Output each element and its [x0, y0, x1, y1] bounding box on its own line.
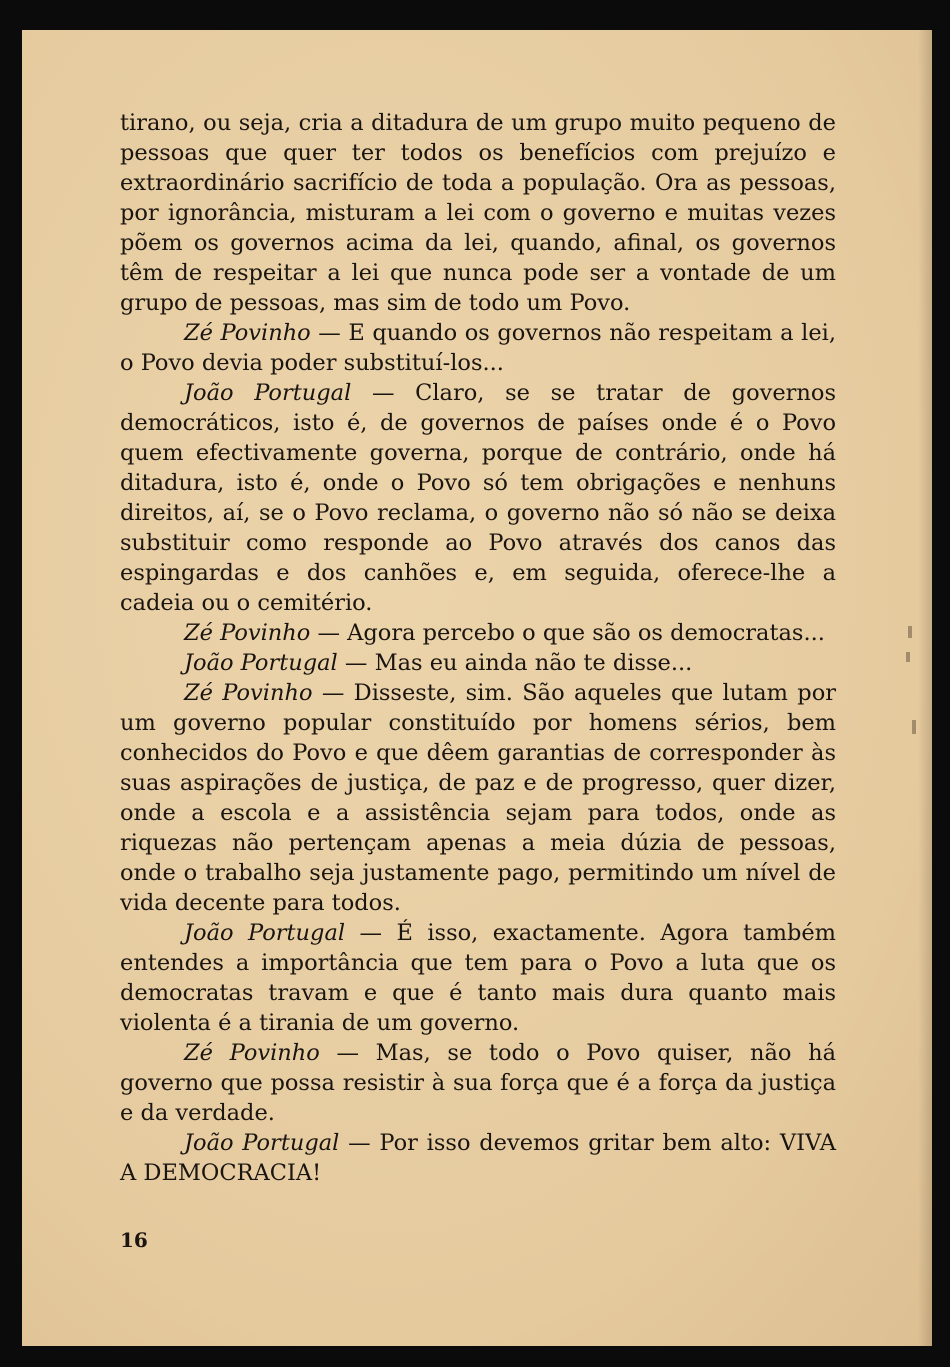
paragraph-5	[120, 648, 836, 678]
paragraph-text: — Mas, se todo o Povo quiser, não há governo que possa resistir à sua força que é a força da justiça e da verdade.	[120, 1040, 836, 1126]
paper-page	[22, 30, 932, 1346]
margin-ink-mark	[908, 626, 912, 638]
paragraph-text: — Agora percebo o que são os democratas...	[310, 620, 825, 646]
paragraph-6	[120, 678, 836, 918]
paragraph-1	[120, 108, 836, 318]
speaker-name: Zé Povinho	[184, 620, 311, 646]
margin-ink-mark	[912, 720, 916, 734]
speaker-name: Zé Povinho	[184, 1040, 320, 1066]
paragraph-text: — Mas eu ainda não te disse...	[337, 650, 693, 676]
page-number: 16	[120, 1228, 148, 1252]
speaker-name: João Portugal	[184, 650, 338, 676]
margin-ink-mark	[906, 652, 910, 662]
paragraph-text: tirano, ou seja, cria a ditadura de um grupo muito pequeno de pessoas que quer ter todos os benefícios com prejuízo e extraordinário sacrifício de toda a população. Ora as pessoas, por ignorância, misturam a lei com o governo e muitas vezes põem os governos acima da lei, quando, afinal, os governos têm de respeitar a lei que nunca pode ser a vontade de um grupo de pessoas, mas sim de todo um Povo.	[120, 110, 836, 316]
paragraph-text: — E quando os governos não respeitam a lei, o Povo devia poder substituí-los...	[120, 320, 837, 376]
paragraph-text: — Por isso devemos gritar bem alto: VIVA A DEMOCRACIA!	[120, 1130, 836, 1186]
body-text	[120, 108, 836, 1188]
paragraph-9	[120, 1128, 836, 1188]
speaker-name: João Portugal	[184, 920, 346, 946]
paragraph-text: — Disseste, sim. São aqueles que lutam por um governo popular constituído por homens sérios, bem conhecidos do Povo e que dêem garantias de corresponder às suas aspirações de justiça, de paz e de progresso, quer dizer, onde a escola e a assistência sejam para todos, onde as riquezas não pertençam apenas a meia dúzia de pessoas, onde o trabalho seja justamente pago, permitindo um nível de vida decente para todos.	[120, 680, 836, 916]
speaker-name: João Portugal	[184, 1130, 340, 1156]
paragraph-3	[120, 378, 836, 618]
speaker-name: Zé Povinho	[184, 680, 313, 706]
paragraph-8	[120, 1038, 836, 1128]
paragraph-7	[120, 918, 836, 1038]
speaker-name: Zé Povinho	[184, 320, 311, 346]
paragraph-2	[120, 318, 836, 378]
paragraph-text: — Claro, se se tratar de governos democráticos, isto é, de governos de países onde é o Povo quem efectivamente governa, porque de contrário, onde há ditadura, isto é, onde o Povo só tem obrigações e nenhuns direitos, aí, se o Povo reclama, o governo não só não se deixa substituir como responde ao Povo através dos canos das espingardas e dos canhões e, em seguida, oferece-lhe a cadeia ou o cemitério.	[120, 380, 836, 616]
speaker-name: João Portugal	[184, 380, 352, 406]
paragraph-4	[120, 618, 836, 648]
paragraph-text: — É isso, exactamente. Agora também entendes a importância que tem para o Povo a luta que os democratas travam e que é tanto mais dura quanto mais violenta é a tirania de um governo.	[120, 920, 836, 1036]
page-edge-shadow	[918, 30, 932, 1346]
